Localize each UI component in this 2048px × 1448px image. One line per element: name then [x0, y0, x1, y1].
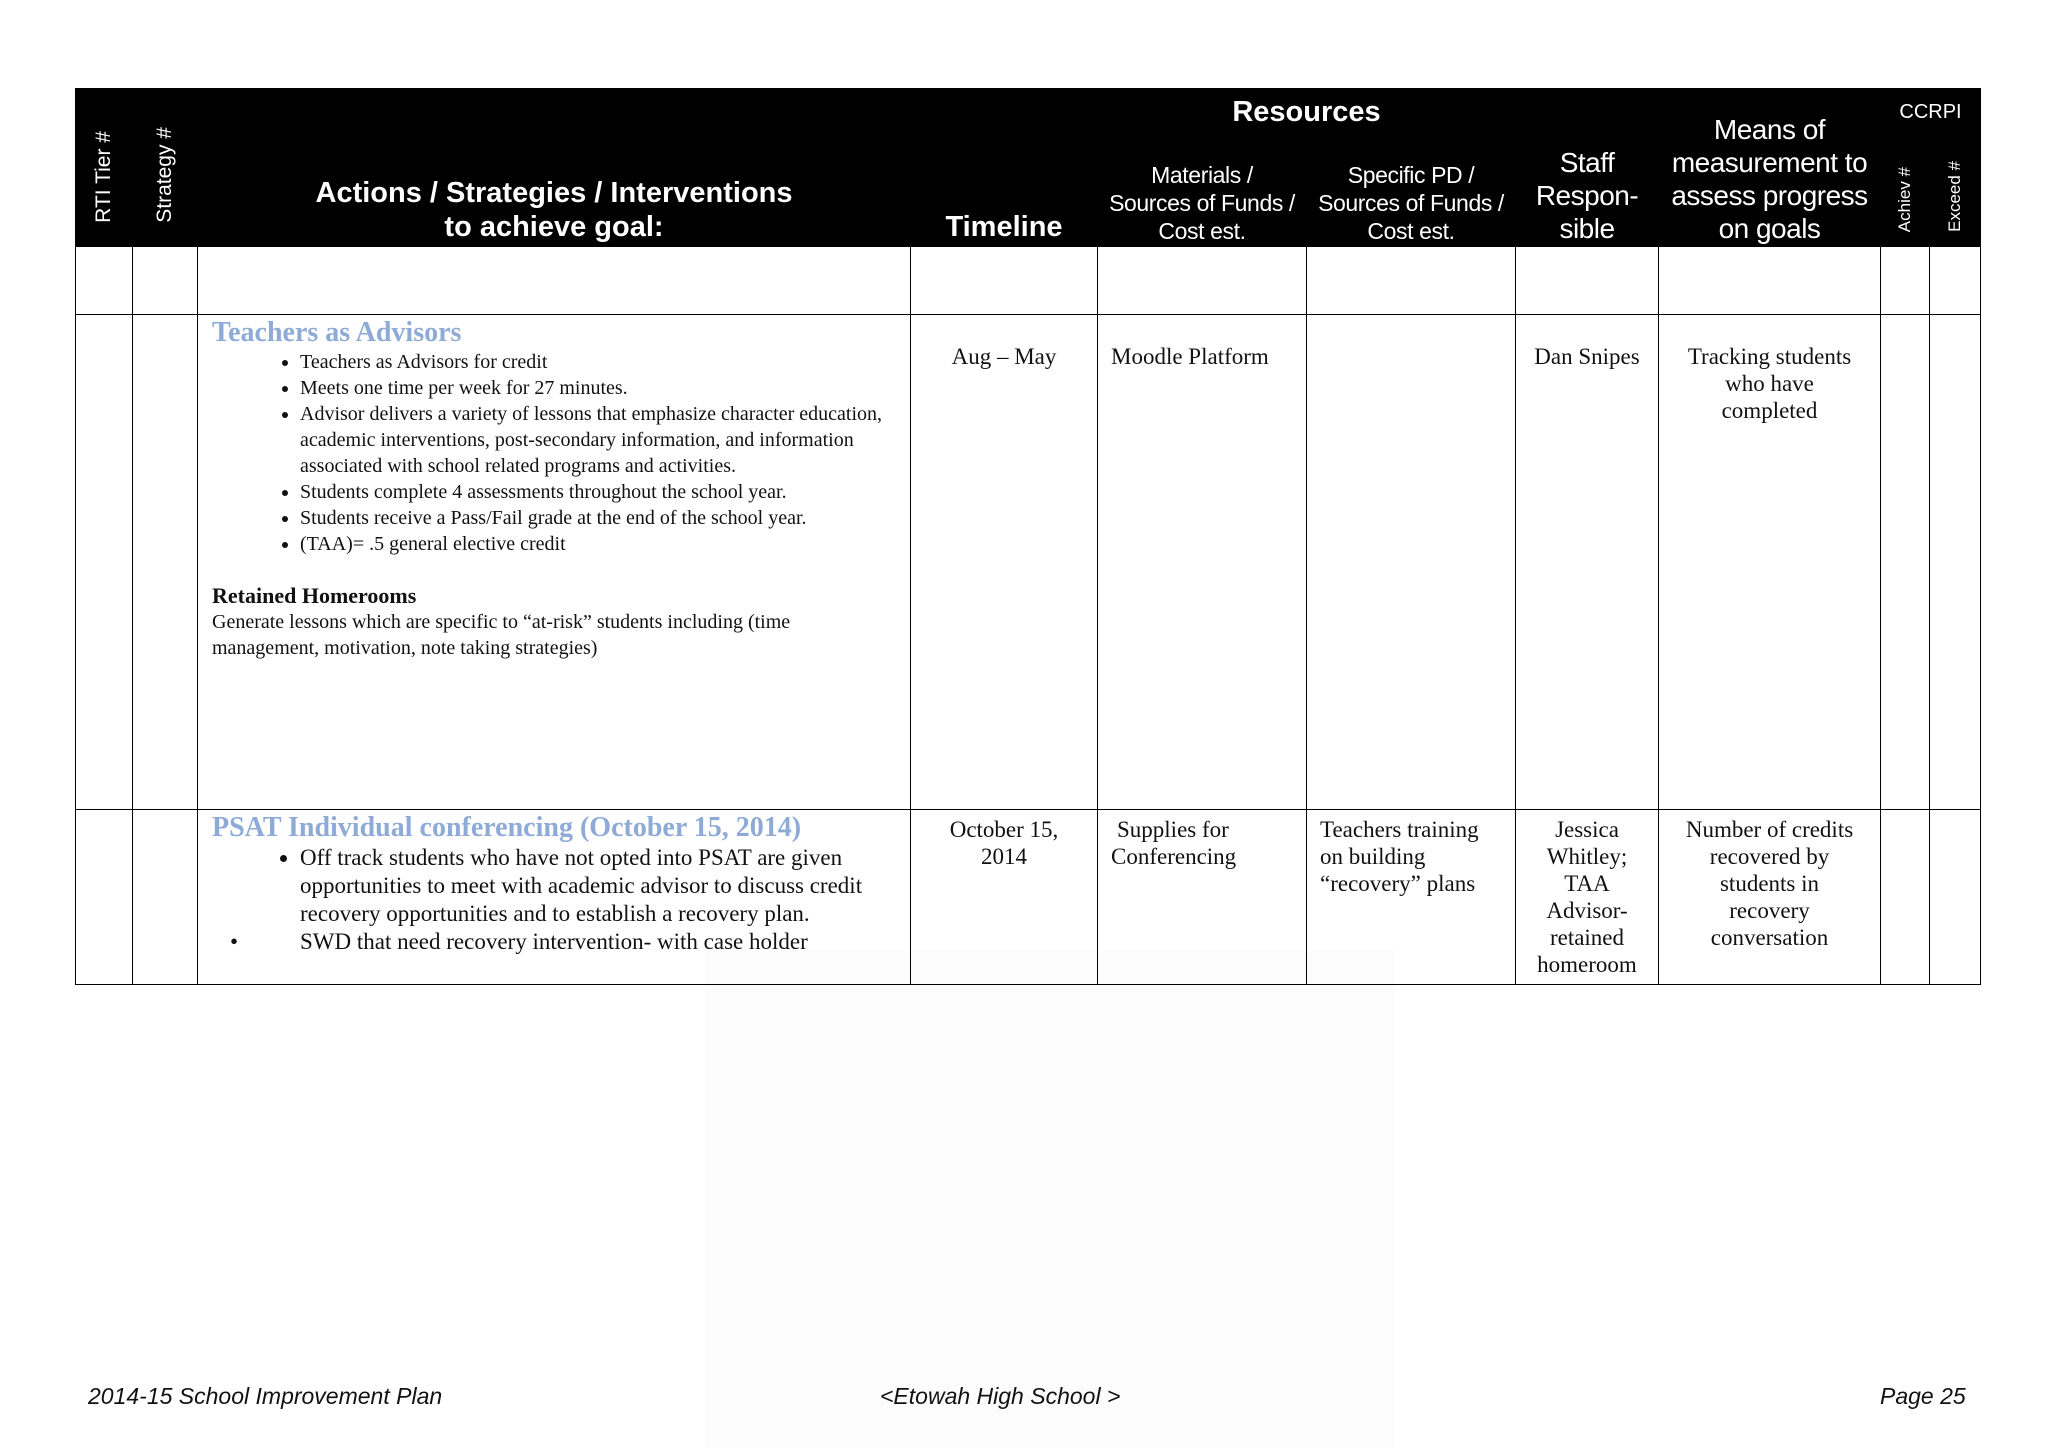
header-specific-pd: Specific PD / Sources of Funds / Cost est.: [1307, 136, 1516, 247]
list-item: • (TAA)= .5 general elective credit: [300, 531, 900, 557]
cell: [911, 247, 1098, 315]
cell: [1930, 247, 1981, 315]
specific-pd-cell: [1307, 810, 1516, 985]
bullet-dot: •: [230, 929, 239, 954]
header-exceed: Exceed #: [1930, 136, 1981, 247]
specific-pd-line: Teachers training: [1320, 817, 1479, 842]
header-materials: Materials / Sources of Funds / Cost est.: [1098, 136, 1307, 247]
staff-line: homeroom: [1537, 952, 1637, 977]
materials-cell: Moodle Platform: [1098, 315, 1307, 810]
footer-center: <Etowah High School >: [880, 1383, 1121, 1409]
list-item: • Teachers as Advisors for credit: [300, 349, 900, 375]
staff-line: TAA: [1564, 871, 1610, 896]
header-achiev: Achiev #: [1881, 136, 1930, 247]
list-item: • Students receive a Pass/Fail grade at the end of the school year.: [300, 505, 900, 531]
header-means-of-measurement: Means of measurement to assess progress on goals: [1659, 89, 1881, 247]
timeline-line: October 15,: [949, 817, 1059, 842]
sub-text: Generate lessons which are specific to “at-risk” students including (time management, motivation, note taking strategies): [212, 611, 791, 659]
rti-tier-cell: [76, 810, 133, 985]
exceed-cell: [1930, 315, 1981, 810]
means-line: Number of credits: [1685, 817, 1854, 842]
means-line: recovery: [1729, 898, 1810, 923]
strategy-cell: [133, 315, 198, 810]
staff-line: Advisor-: [1546, 898, 1628, 923]
means-line: students in: [1719, 871, 1820, 896]
page-background: [705, 950, 1395, 1448]
footer-left: 2014-15 School Improvement Plan: [88, 1383, 443, 1409]
header-resources: Resources: [1098, 89, 1516, 136]
actions-cell: [198, 315, 911, 810]
sub-heading: Retained Homerooms: [212, 583, 417, 608]
means-text: Tracking students who have completed: [1687, 344, 1852, 423]
cell: [198, 247, 911, 315]
cell: [1881, 247, 1930, 315]
list-item: • Advisor delivers a variety of lessons that emphasize character education, academic interventions, post-secondary information, and information associated with school related programs and activities.: [300, 401, 900, 479]
timeline-line: 2014: [981, 844, 1027, 869]
means-cell: [1659, 315, 1881, 810]
list-item: • Meets one time per week for 27 minutes.: [300, 375, 900, 401]
achiev-cell: [1881, 315, 1930, 810]
bullet-list: [212, 844, 900, 928]
materials-line: Conferencing: [1111, 844, 1237, 869]
cell: [1098, 247, 1307, 315]
header-timeline: Timeline: [911, 89, 1098, 247]
header-strategy: Strategy #: [133, 89, 198, 247]
cell: [133, 247, 198, 315]
specific-pd-cell: [1307, 315, 1516, 810]
timeline-cell: Aug – May: [911, 315, 1098, 810]
header-ccrpi: CCRPI: [1881, 89, 1981, 136]
staff-line: Whitley;: [1546, 844, 1628, 869]
strategy-cell: [133, 810, 198, 985]
cell: [1307, 247, 1516, 315]
materials-cell: [1098, 810, 1307, 985]
exceed-cell: [1930, 810, 1981, 985]
item-title: Teachers as Advisors: [212, 317, 462, 348]
means-line: conversation: [1710, 925, 1829, 950]
blank-row: [76, 247, 1981, 315]
staff-line: Jessica: [1555, 817, 1619, 842]
cell: [1659, 247, 1881, 315]
improvement-plan-table: [75, 88, 1981, 985]
materials-line: Supplies for: [1117, 817, 1229, 842]
cell: [76, 247, 133, 315]
means-cell: [1659, 810, 1881, 985]
staff-cell: Dan Snipes: [1516, 315, 1659, 810]
header-staff-responsible: Staff Respon- sible: [1516, 89, 1659, 247]
specific-pd-line: “recovery” plans: [1320, 871, 1476, 896]
specific-pd-line: on building: [1320, 844, 1426, 869]
bullet-list: [212, 349, 900, 557]
table-row: [76, 810, 1981, 985]
list-item-text: SWD that need recovery intervention- with case holder: [300, 929, 808, 954]
staff-line: retained: [1549, 925, 1625, 950]
list-item: • Off track students who have not opted into PSAT are given opportunities to meet with academic advisor to discuss credit recovery opportunities and to establish a recovery plan.: [300, 844, 900, 928]
item-title: PSAT Individual conferencing (October 15, 2014): [212, 812, 802, 843]
list-item: [212, 928, 900, 956]
staff-cell: [1516, 810, 1659, 985]
header-actions: Actions / Strategies / Interventions to achieve goal:: [198, 89, 911, 247]
timeline-cell: [911, 810, 1098, 985]
rti-tier-cell: [76, 315, 133, 810]
cell: [1516, 247, 1659, 315]
actions-cell: [198, 810, 911, 985]
means-line: recovered by: [1709, 844, 1830, 869]
footer-page-number: Page 25: [1880, 1383, 1966, 1409]
table-row: [76, 315, 1981, 810]
achiev-cell: [1881, 810, 1930, 985]
list-item: • Students complete 4 assessments throughout the school year.: [300, 479, 900, 505]
header-rti-tier: RTI Tier #: [76, 89, 133, 247]
